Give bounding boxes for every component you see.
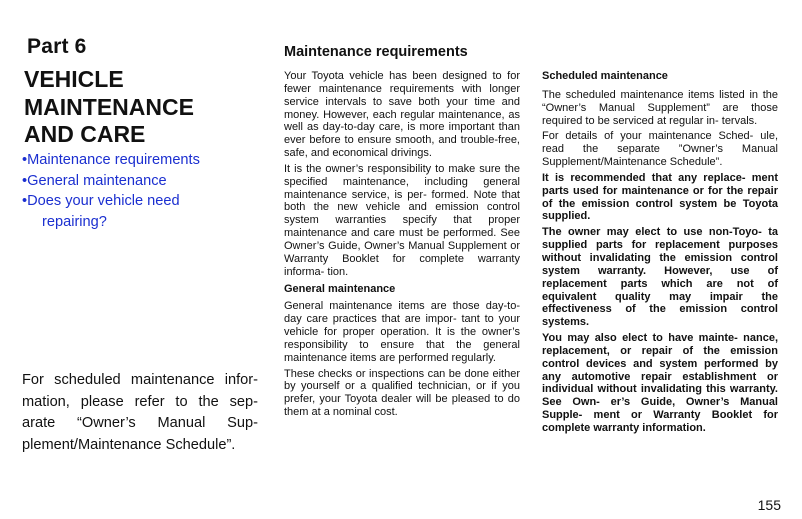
toc-link-label: •Does your vehicle need <box>22 193 180 209</box>
scheduled-maintenance-note: For scheduled maintenance infor- mation, please refer to the sep- arate “Owner’s Manual Sup- plement/Maintenance Schedule”. <box>22 372 258 453</box>
toc-link-label-continued: repairing? <box>42 213 107 230</box>
chapter-title-line: MAINTENANCE <box>24 93 194 120</box>
schedule-details-paragraph: For details of your maintenance Sched- ule, read the separate ”Owner’s Manual Supplement/Maintenance Schedule”. <box>542 130 778 169</box>
non-toyota-parts-paragraph: The owner may elect to use non-Toyo- ta supplied parts for replacement purposes without invalidating the emission control system warranty. However, use of replacement parts which are not of equivalent quality may impair the effectiveness of the emission control systems. <box>542 226 778 329</box>
toc-link-maintenance-requirements[interactable]: •Maintenance requirements <box>22 152 200 168</box>
toc-link-general-maintenance[interactable]: •General maintenance <box>22 172 167 189</box>
section-title: Maintenance requirements <box>284 44 468 60</box>
page-number: 155 <box>757 497 781 513</box>
warranty-paragraph: You may also elect to have mainte- nance, replacement, or repair of the emission control devices and system performed by any automotive repair establishment or individual without invalidating this warranty. See Own- er’s Guide, Owner’s Manual Supple- ment or Warranty Booklet for complete warranty information. <box>542 332 778 434</box>
scheduled-maintenance-paragraph: The scheduled maintenance items listed in the “Owner’s Manual Supplement” are those required to be serviced at regular in- tervals. <box>542 88 778 127</box>
table-of-contents <box>22 150 267 232</box>
responsibility-paragraph: It is the owner’s responsibility to make sure the specified maintenance, including general maintenance service, is per- formed. Note that both the new vehicle and emission control system warranties specify that proper maintenance and care must be performed. See Owner’s Guide, Owner’s Manual Supplement or Warranty Booklet for complete warranty informa- tion. <box>284 162 520 278</box>
column-right <box>542 70 778 438</box>
scheduled-maintenance-heading: Scheduled maintenance <box>542 70 668 82</box>
general-maintenance-paragraph: General maintenance items are those day-to-day care practices that are impor- tant to your vehicle for proper operation. It is the owner’s responsibility to ensure that the general maintenance items are performed regularly. <box>284 300 520 364</box>
part-label: Part 6 <box>27 35 87 58</box>
recommendation-paragraph: It is recommended that any replace- ment parts used for maintenance or for the repair of the emission control system be Toyota supplied. <box>542 171 778 223</box>
intro-paragraph: Your Toyota vehicle has been designed to for fewer maintenance requirements with longer service intervals to save both your time and money. However, each regular maintenance, as well as day-to-day care, is more important than ever before to ensure smooth, and trouble-free, safe, and economical drivings. <box>284 70 520 160</box>
general-maintenance-heading: General maintenance <box>284 282 396 295</box>
toc-link-does-vehicle-need-repairing[interactable] <box>22 191 267 232</box>
chapter-title-line: AND CARE <box>24 121 146 147</box>
column-left <box>284 70 520 422</box>
chapter-title <box>24 66 264 149</box>
chapter-title-line: VEHICLE <box>24 66 124 92</box>
checks-paragraph: These checks or inspections can be done either by yourself or a qualified technician, or if you prefer, your Toyota dealer will be pleased to do them at a nominal cost. <box>284 367 520 419</box>
